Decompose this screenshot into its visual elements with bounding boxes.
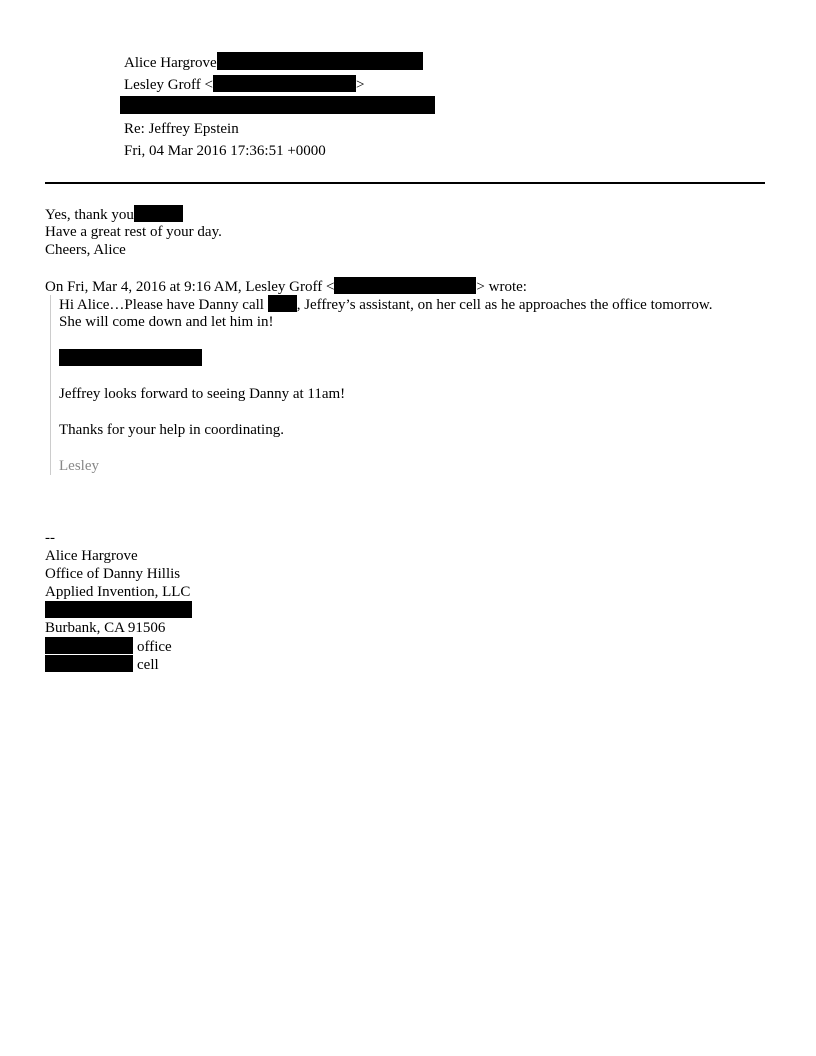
redaction-block — [45, 601, 192, 618]
redaction-block — [45, 637, 133, 654]
quote-line-1 — [59, 295, 713, 314]
quote-redacted-line — [59, 349, 202, 368]
quote-bar — [50, 295, 51, 475]
quote-attribution — [45, 277, 527, 296]
date-value: Fri, 04 Mar 2016 17:36:51 +0000 — [124, 143, 326, 159]
signature-cell-phone — [45, 655, 159, 674]
redaction-block — [45, 655, 133, 672]
quote-line-3: Jeffrey looks forward to seeing Danny at 11am! — [59, 386, 346, 402]
reply-line-1 — [45, 205, 183, 224]
cell-phone-label: cell — [137, 657, 159, 673]
quote-signoff: Lesley — [59, 458, 99, 474]
redaction-block — [217, 52, 423, 70]
signature-dashes: -- — [45, 530, 55, 546]
to-close: > — [356, 77, 365, 93]
redaction-block — [120, 96, 435, 114]
redaction-block — [134, 205, 183, 222]
office-phone-label: office — [137, 639, 172, 655]
redaction-block — [268, 295, 297, 312]
attribution-text: On Fri, Mar 4, 2016 at 9:16 AM, Lesley Groff < — [45, 279, 335, 295]
signature-company: Applied Invention, LLC — [45, 584, 191, 600]
reply-line-2: Have a great rest of your day. — [45, 224, 222, 240]
signature-office-phone — [45, 637, 172, 656]
redaction-block — [334, 277, 476, 294]
quote-line-4: Thanks for your help in coordinating. — [59, 422, 284, 438]
signature-name: Alice Hargrove — [45, 548, 138, 564]
subject-value: Re: Jeffrey Epstein — [124, 121, 239, 137]
reply-line-3: Cheers, Alice — [45, 242, 126, 258]
header-divider — [45, 182, 765, 184]
signature-address-redacted — [45, 601, 192, 620]
reply-text: Yes, thank you — [45, 207, 134, 223]
signature-office: Office of Danny Hillis — [45, 566, 181, 582]
to-value: Lesley Groff < — [124, 77, 213, 93]
redaction-block — [59, 349, 202, 366]
redaction-block — [213, 75, 356, 92]
signature-city: Burbank, CA 91506 — [45, 620, 166, 636]
quote-text: Hi Alice…Please have Danny call — [59, 297, 268, 313]
from-value: Alice Hargrove — [124, 55, 217, 71]
attribution-end: > wrote: — [476, 279, 527, 295]
quote-text: , Jeffrey’s assistant, on her cell as he approaches the office tomorrow. — [296, 297, 713, 313]
quote-line-2: She will come down and let him in! — [59, 314, 274, 330]
